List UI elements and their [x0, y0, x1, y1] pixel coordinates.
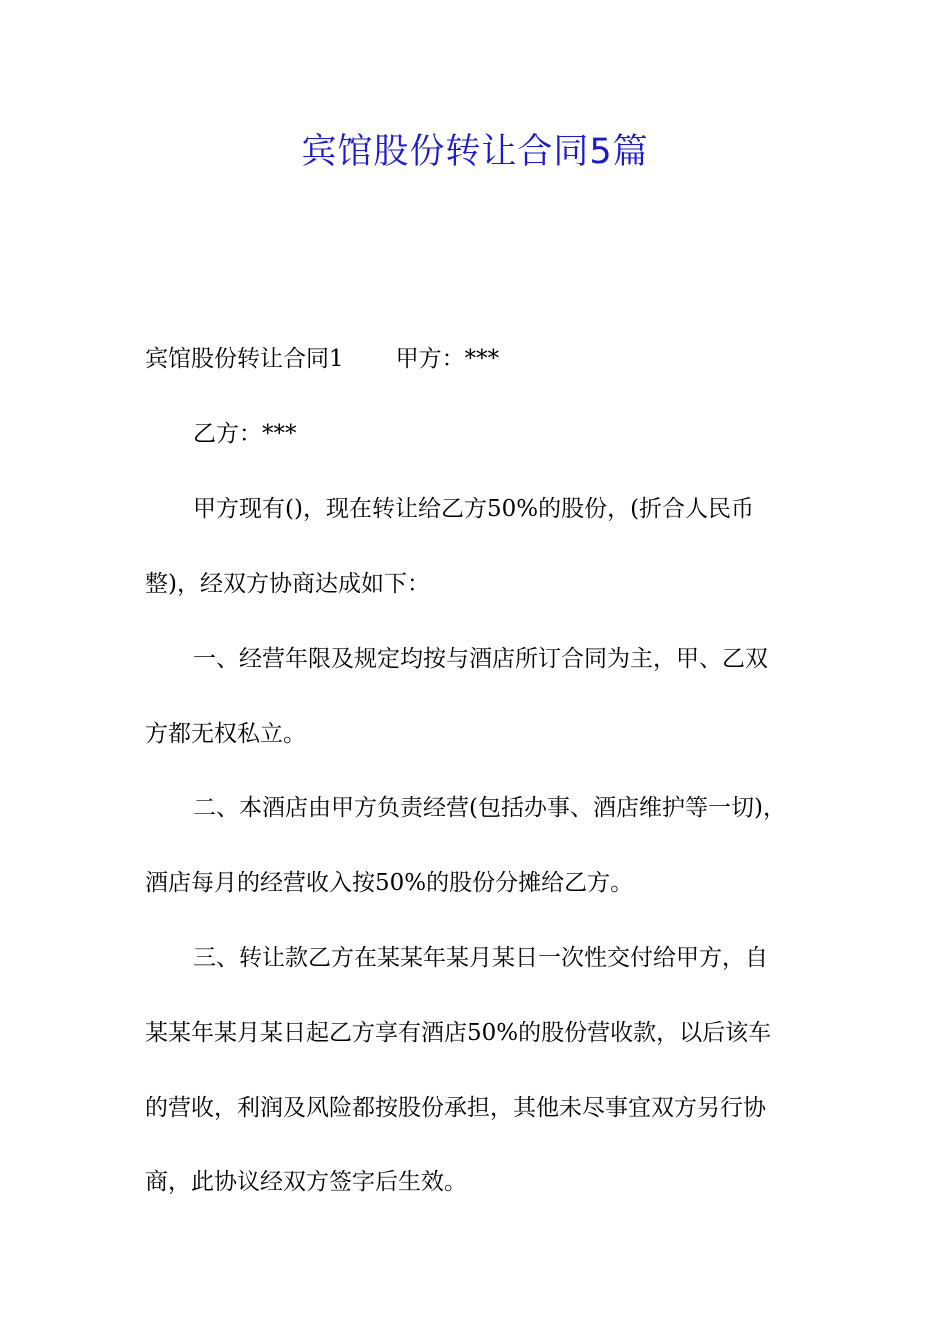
paragraph-4-line-3: 的营收，利润及风险都按股份承担，其他未尽事宜双方另行协	[145, 1095, 766, 1121]
document-title: 宾馆股份转让合同5篇	[301, 132, 649, 172]
paragraph-1-line-1: 甲方现有()，现在转让给乙方50%的股份，(折合人民币	[193, 496, 755, 522]
party-b: 乙方：***	[193, 421, 297, 447]
paragraph-4-line-2: 某某年某月某日起乙方享有酒店50%的股份营收款，以后该车	[145, 1020, 772, 1046]
paragraph-3-line-2: 酒店每月的经营收入按50%的股份分摊给乙方。	[145, 870, 634, 896]
party-a: 甲方：***	[395, 346, 500, 372]
paragraph-4-line-1: 三、转让款乙方在某某年某月某日一次性交付给甲方，自	[193, 945, 768, 971]
paragraph-3-line-1: 二、本酒店由甲方负责经营(包括办事、酒店维护等一切)，	[193, 795, 786, 821]
paragraph-4-line-4: 商，此协议经双方签字后生效。	[145, 1169, 467, 1195]
paragraph-2-line-1: 一、经营年限及规定均按与酒店所订合同为主，甲、乙双	[193, 646, 768, 672]
paragraph-2-line-2: 方都无权私立。	[145, 721, 306, 747]
contract-heading: 宾馆股份转让合同1	[145, 346, 344, 372]
contract-heading-line	[145, 340, 815, 378]
paragraph-1-line-2: 整)，经双方协商达成如下：	[145, 571, 430, 597]
